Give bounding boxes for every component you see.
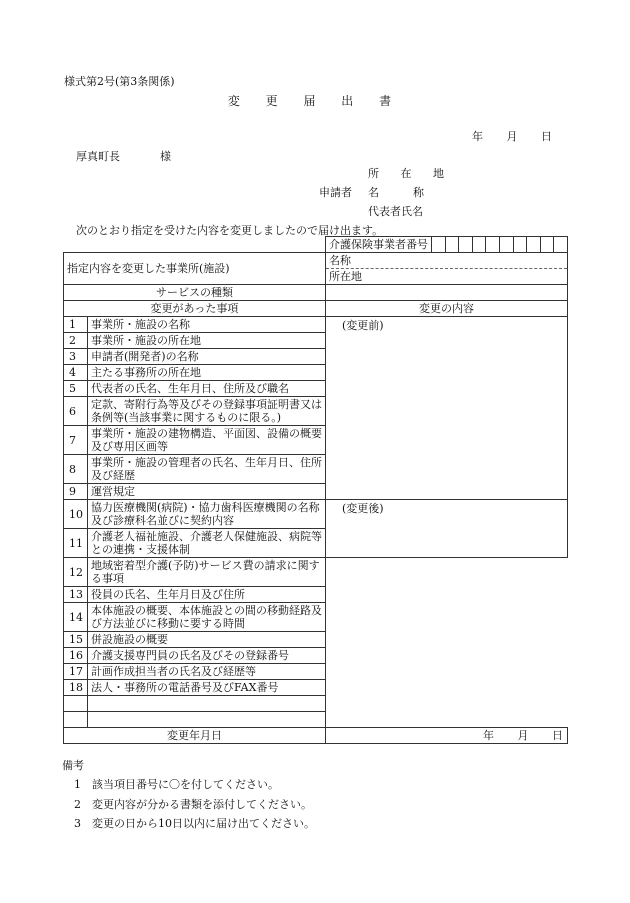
changed-items-header: 変更があった事項 [64, 301, 326, 317]
item-text: 事業所・施設の名称 [88, 317, 326, 333]
facility-address-label: 所在地 [326, 269, 568, 285]
blank-item-text[interactable] [88, 696, 326, 712]
applicant-label: 申請者 [319, 186, 352, 199]
date-day: 日 [541, 130, 552, 143]
item-number[interactable]: 9 [64, 484, 88, 500]
date-year: 年 [472, 130, 483, 143]
note-1: 1 該当項目番号に〇を付してください。 [74, 778, 279, 791]
applicant-name-label-1: 名 [368, 186, 379, 199]
remarks-title: 備考 [62, 759, 84, 772]
applicant-name-label-2: 称 [413, 186, 424, 199]
change-content-header: 変更の内容 [326, 301, 568, 317]
item-number[interactable]: 5 [64, 381, 88, 397]
item-text: 地域密着型介護(予防)サービス費の請求に関する事項 [88, 558, 326, 587]
item-number[interactable]: 4 [64, 365, 88, 381]
service-type-value[interactable] [326, 285, 568, 301]
item-text: 定款、寄附行為等及びその登録事項証明書又は条例等(当該事業に関するものに限る。) [88, 397, 326, 426]
submission-date [472, 128, 552, 144]
note-3: 3 変更の日から10日以内に届け出てください。 [74, 817, 315, 830]
item-text: 本体施設の概要、本体施設との間の移動経路及び方法並びに移動に要する時間 [88, 603, 326, 632]
item-number[interactable]: 14 [64, 603, 88, 632]
change-date-label: 変更年月日 [64, 728, 326, 744]
item-text: 法人・事務所の電話番号及びFAX番号 [88, 680, 326, 696]
facility-label: 指定内容を変更した事業所(施設) [64, 253, 326, 285]
item-number[interactable]: 7 [64, 426, 88, 455]
item-number[interactable]: 8 [64, 455, 88, 484]
change-form-table [63, 236, 568, 744]
change-date-year: 年 [483, 729, 494, 742]
item-text: 主たる事務所の所在地 [88, 365, 326, 381]
item-number[interactable]: 3 [64, 349, 88, 365]
note-2: 2 変更内容が分かる書類を添付してください。 [74, 798, 312, 811]
item-number[interactable]: 13 [64, 587, 88, 603]
item-text: 併設施設の概要 [88, 632, 326, 648]
item-number[interactable]: 12 [64, 558, 88, 587]
change-date-field[interactable] [326, 728, 568, 744]
item-text: 代表者の氏名、生年月日、住所及び職名 [88, 381, 326, 397]
insurer-number-label: 介護保険事業者番号 [329, 238, 428, 251]
change-date-month: 月 [517, 729, 529, 742]
before-change-label: (変更前) [342, 319, 384, 332]
item-text: 事業所・施設の管理者の氏名、生年月日、住所及び経歴 [88, 455, 326, 484]
item-text: 介護老人福祉施設、介護老人保健施設、病院等との連携・支援体制 [88, 529, 326, 558]
item-number[interactable]: 1 [64, 317, 88, 333]
item-text: 申請者(開発者)の名称 [88, 349, 326, 365]
item-text: 事業所・施設の建物構造、平面図、設備の概要及び専用区画等 [88, 426, 326, 455]
item-number[interactable]: 18 [64, 680, 88, 696]
item-text: 運営規定 [88, 484, 326, 500]
form-number: 様式第2号(第3条関係) [64, 75, 175, 88]
change-date-day: 日 [552, 729, 563, 742]
item-text: 役員の氏名、生年月日及び住所 [88, 587, 326, 603]
insurer-number-field[interactable] [326, 237, 568, 253]
service-type-label: サービスの種類 [64, 285, 326, 301]
item-number[interactable]: 15 [64, 632, 88, 648]
addressee [76, 148, 171, 164]
item-text: 協力医療機関(病院)・協力歯科医療機関の名称及び診療科名並びに契約内容 [88, 500, 326, 529]
item-number[interactable]: 2 [64, 333, 88, 349]
applicant-address-label: 所 在 地 [368, 167, 453, 180]
document-title: 変 更 届 出 書 [227, 94, 403, 108]
date-month: 月 [506, 130, 518, 143]
addressee-name: 厚真町長 [76, 150, 120, 163]
item-number[interactable]: 10 [64, 500, 88, 529]
intro-text: 次のとおり指定を受けた内容を変更しましたので届け出ます。 [76, 224, 384, 237]
after-change-label: (変更後) [342, 502, 384, 515]
blank-item-number[interactable] [64, 696, 88, 712]
facility-name-label: 名称 [326, 253, 568, 269]
item-text: 計画作成担当者の氏名及び経歴等 [88, 664, 326, 680]
before-change-area[interactable] [326, 317, 568, 500]
blank-item-text[interactable] [88, 712, 326, 728]
item-number[interactable]: 16 [64, 648, 88, 664]
item-number[interactable]: 17 [64, 664, 88, 680]
item-text: 介護支援専門員の氏名及びその登録番号 [88, 648, 326, 664]
addressee-suffix: 様 [160, 150, 171, 163]
item-text: 事業所・施設の所在地 [88, 333, 326, 349]
after-change-area[interactable] [326, 500, 568, 558]
item-number[interactable]: 6 [64, 397, 88, 426]
item-number[interactable]: 11 [64, 529, 88, 558]
blank-item-number[interactable] [64, 712, 88, 728]
applicant-representative-label: 代表者氏名 [368, 205, 423, 218]
